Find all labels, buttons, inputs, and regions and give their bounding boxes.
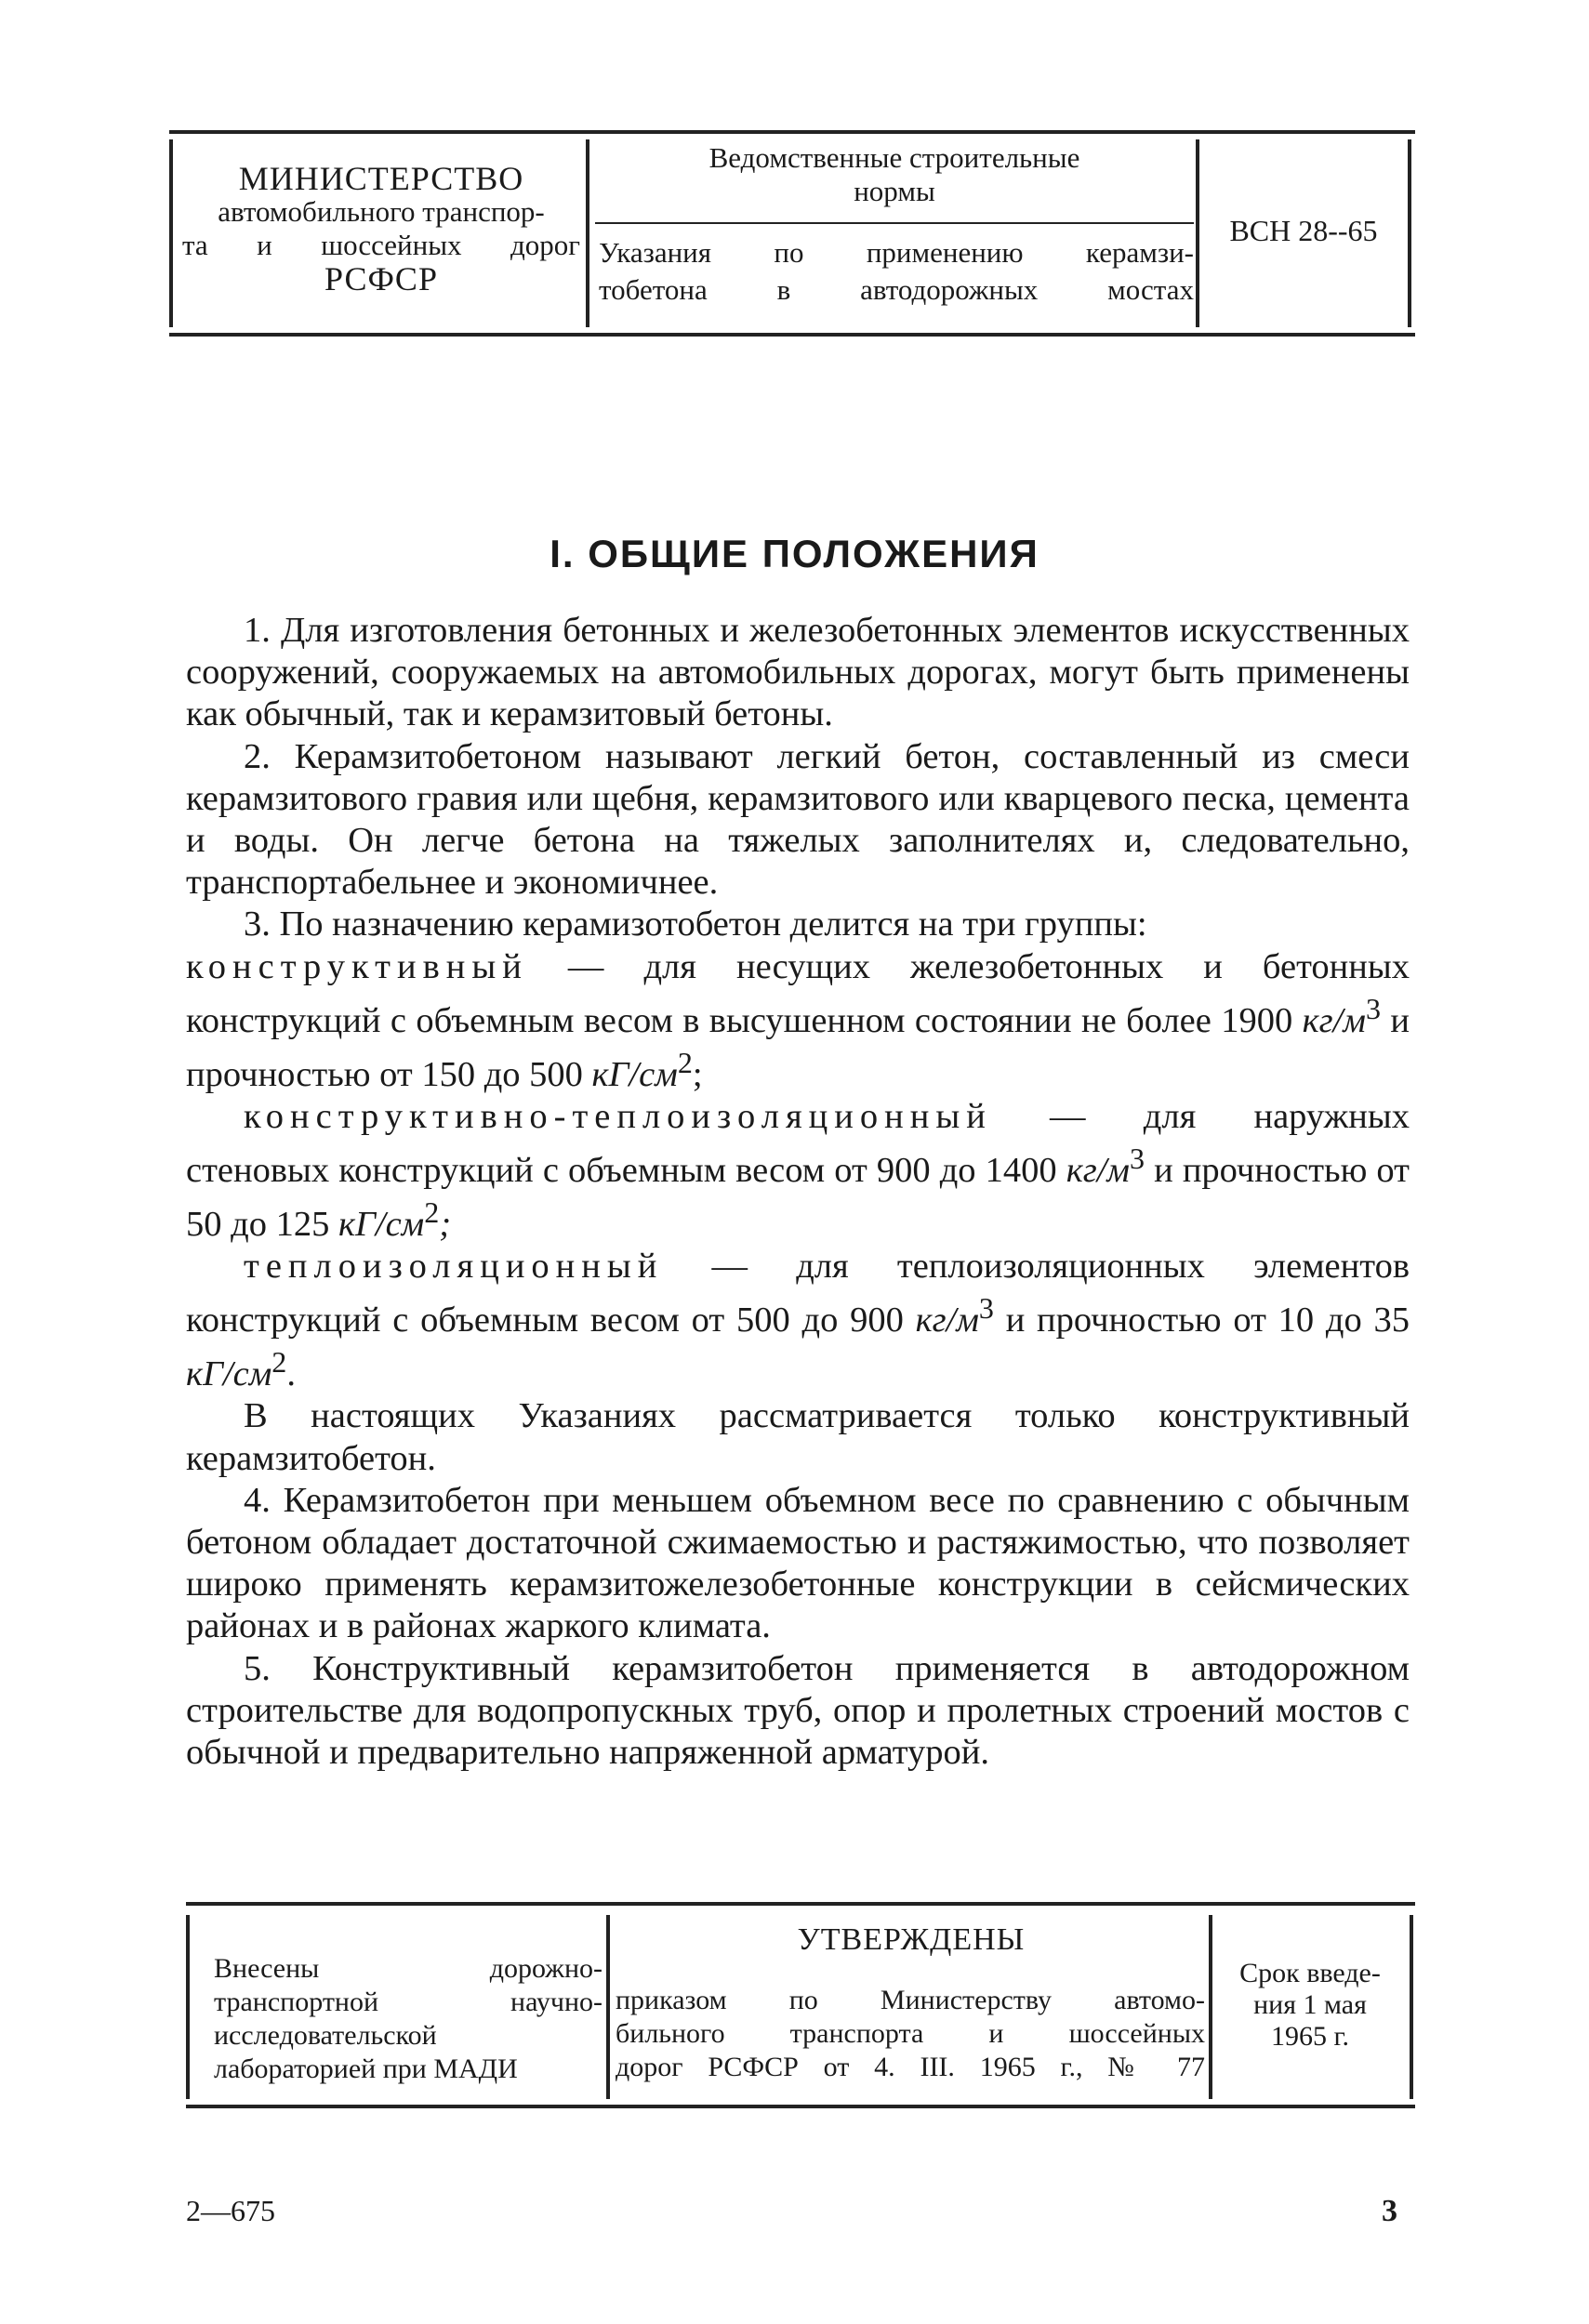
- effective-date-line-1: Срок введе-: [1239, 1958, 1381, 1988]
- paragraph-3-item-insulating: [186, 1246, 1410, 1395]
- ministry-line-1: МИНИСТЕРСТВО: [238, 160, 524, 197]
- unit-strength: кГ/см: [591, 1054, 678, 1094]
- unit-sup: 3: [1130, 1142, 1145, 1176]
- paragraph-3-intro: 3. По назначению керамизотобетон делится на три группы:: [244, 905, 1147, 944]
- print-code: 2—675: [186, 2194, 275, 2227]
- header-table: [169, 130, 1415, 337]
- paragraph-4: 4. Керамзитобетон при меньшем объемном весе по сравнению с обычным бетоном обладает достаточной сжимаемостью и растяжимостью, что позволяет широко применять керамзитожелезобетонные конструкции в сейсмических районах и в районах жаркого климата.: [186, 1480, 1410, 1646]
- paragraph-1: 1. Для изготовления бетонных и железобетонных элементов искусственных сооружений, сооружаемых на автомобильных дорогах, могут быть применены как обычный, так и керамзитовый бетоны.: [186, 611, 1410, 734]
- paragraph-2: 2. Керамзитобетоном называют легкий бетон, составленный из смеси керамзитового гравия или щебня, керамзитового или кварцевого песка, цемента и воды. Он легче бетона на тяжелых заполнителях и, следовательно, транспортабельнее и экономичнее.: [186, 736, 1410, 903]
- punctuation: ;: [439, 1204, 452, 1244]
- unit-sup: 3: [1365, 991, 1381, 1025]
- item-insulating-text-b: и прочностью от 10 до 35: [993, 1301, 1410, 1340]
- paragraph-3-item-structural-insulating: [186, 1096, 1410, 1246]
- unit-density: кг/м: [915, 1301, 979, 1340]
- instructions-line-1: Указания по применению керамзи-: [599, 236, 1194, 269]
- norms-line-2: нормы: [854, 175, 935, 207]
- body-text: [186, 610, 1410, 1774]
- document-code: ВСН 28--65: [1229, 214, 1378, 247]
- header-border-left: [169, 139, 173, 327]
- footer-divider-1: [606, 1915, 610, 2099]
- unit-sup: 2: [677, 1045, 693, 1079]
- approved-line-2: бильного транспорта и шоссейных: [616, 2018, 1205, 2049]
- ministry-block: [179, 162, 584, 296]
- item-insulating-text-a: — для теплоизоляционных элементов конструкций с объемным весом от 500 до 900: [186, 1247, 1410, 1340]
- punctuation: ;: [692, 1054, 703, 1094]
- submitted-by: Внесены дорожно-транспортной научно-исследовательской лабораторией при МАДИ: [214, 1953, 602, 2084]
- unit-density: кг/м: [1066, 1150, 1130, 1190]
- header-divider-2: [1196, 139, 1199, 327]
- unit-sup: 2: [271, 1345, 287, 1380]
- item-structural-text-b: и прочностью от 150 до 500: [186, 1000, 1410, 1094]
- norms-line-1: Ведомственные строительные: [708, 141, 1080, 174]
- unit-strength: кГ/см: [338, 1204, 425, 1244]
- approved-title: УТВЕРЖДЕНЫ: [797, 1922, 1026, 1957]
- approved-line-1: приказом по Министерству автомо-: [616, 1985, 1205, 2015]
- term-structural-insulating: конструктивно-теплоизоляционный: [244, 1096, 992, 1136]
- footer-border-left: [186, 1915, 190, 2099]
- punctuation: .: [286, 1354, 296, 1394]
- paragraph-5: 5. Конструктивный керамзитобетон применяется в автодорожном строительстве для водопропускных труб, опор и пролетных строений мостов с обычной и предварительно напряженной арматурой.: [186, 1648, 1410, 1773]
- item-structural-insulating-text-a: — для наружных стеновых конструкций с объемным весом от 900 до 1400: [186, 1096, 1410, 1190]
- approval-table: [186, 1902, 1415, 2108]
- header-inner-divider: [595, 222, 1194, 224]
- approved-line-3: дорог РСФСР от 4. III. 1965 г., № 77: [616, 2052, 1205, 2082]
- paragraph-3-item-structural: [186, 946, 1410, 1096]
- unit-strength: кГ/см: [186, 1354, 272, 1394]
- instructions-line-2: тобетона в автодорожных мостах: [599, 273, 1194, 306]
- header-divider-1: [586, 139, 589, 327]
- term-structural: конструктивный: [186, 946, 528, 986]
- approved-order: [616, 1984, 1205, 2084]
- ministry-line-2: автомобильного транспор-: [218, 195, 545, 228]
- footer-border-right: [1410, 1915, 1413, 2099]
- section-heading: I. ОБЩИЕ ПОЛОЖЕНИЯ: [550, 532, 1039, 575]
- header-border-right: [1408, 139, 1411, 327]
- effective-date-line-2: ния 1 мая: [1253, 1989, 1367, 2020]
- term-insulating: теплоизоляционный: [244, 1247, 664, 1287]
- unit-sup: 2: [424, 1195, 440, 1230]
- ministry-line-3: та и шоссейных дорог: [182, 229, 580, 261]
- ministry-line-4: РСФСР: [324, 260, 438, 297]
- unit-density: кг/м: [1302, 1000, 1366, 1040]
- effective-date: [1212, 1958, 1408, 2053]
- paragraph-3-note: В настоящих Указаниях рассматривается только конструктивный керамзитобетон.: [186, 1396, 1410, 1478]
- unit-sup: 3: [978, 1291, 994, 1326]
- page-number: 3: [1382, 2194, 1397, 2228]
- effective-date-line-3: 1965 г.: [1271, 2021, 1349, 2052]
- item-structural-text-a: — для несущих железобетонных и бетонных конструкций с объемным весом в высушенном состоянии не более 1900: [186, 946, 1410, 1040]
- instructions-title: [599, 234, 1194, 309]
- norms-title: [595, 141, 1194, 208]
- item-structural-insulating-text-b: и прочностью от 50 до 125: [186, 1150, 1410, 1244]
